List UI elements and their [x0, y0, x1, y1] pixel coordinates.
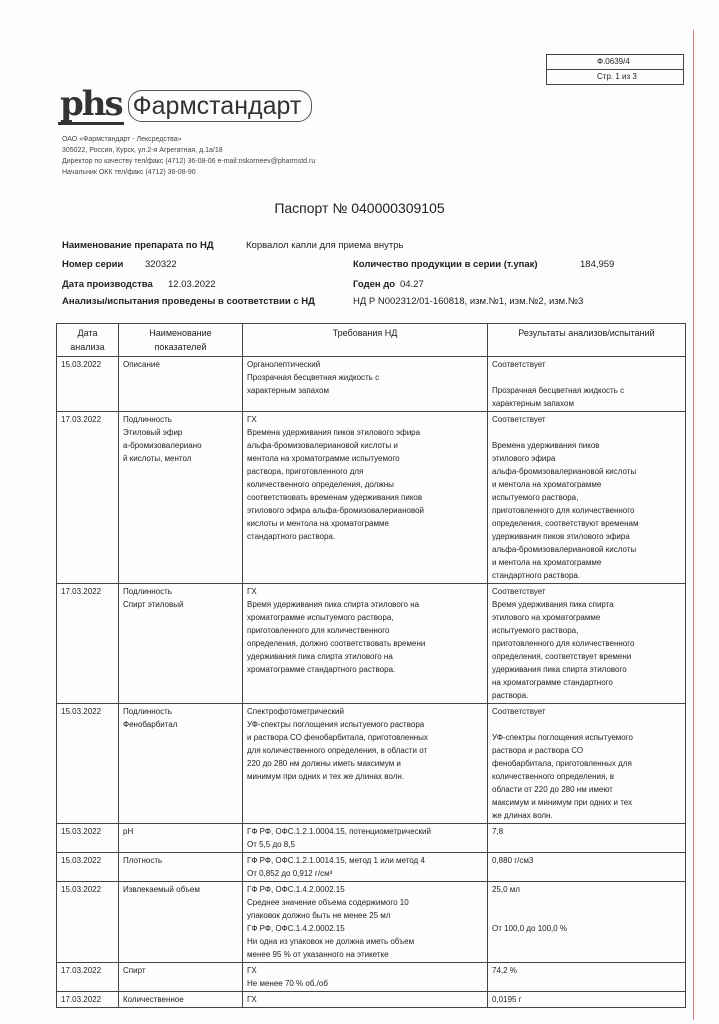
cell-line: а-бромизовалериано	[123, 441, 202, 450]
cell-requirements	[243, 824, 488, 853]
cell-line: этилового на хроматограмме	[492, 613, 601, 622]
cell-line: испытуемого раствора,	[492, 493, 579, 502]
table-row	[57, 412, 686, 584]
cell-name	[119, 853, 243, 882]
cell-line: Времена удерживания пиков	[492, 441, 600, 450]
table-row	[57, 704, 686, 824]
header-results: Результаты анализов/испытаний	[488, 324, 686, 357]
table-row	[57, 584, 686, 704]
cell-name	[119, 357, 243, 412]
cell-line: 74,2 %	[492, 966, 517, 975]
cell-line: ГХ	[247, 587, 257, 596]
table-row	[57, 853, 686, 882]
cell-line: альфа-бромизовалериановой кислоты и	[247, 441, 398, 450]
quantity-value: 184,959	[580, 259, 615, 270]
logo-mark: phs	[60, 84, 122, 124]
date-text: 17.03.2022	[61, 995, 102, 1004]
cell-date	[57, 357, 119, 412]
series-value: 320322	[145, 259, 177, 270]
cell-line: хроматограмме испытуемого раствора,	[247, 613, 394, 622]
cell-date	[57, 853, 119, 882]
table-header-row	[57, 324, 686, 357]
cell-results	[488, 963, 686, 992]
cell-line: ГХ	[247, 966, 257, 975]
cell-line: упаковок должно быть не менее 25 мл	[247, 911, 391, 920]
cell-line: pH	[123, 827, 134, 836]
cell-date	[57, 882, 119, 963]
table-row	[57, 824, 686, 853]
cell-line: 0,0195 г	[492, 995, 522, 1004]
cell-line: ГХ	[247, 995, 257, 1004]
cell-results	[488, 412, 686, 584]
cell-line: менее 95 % от указанного на этикетке	[247, 950, 389, 959]
blank-line	[492, 426, 681, 439]
cell-date	[57, 963, 119, 992]
cell-line: Спектрофотометрический	[247, 707, 344, 716]
cell-line: ГФ РФ, ОФС.1.2.1.0014.15, метод 1 или метод 4	[247, 856, 425, 865]
cell-name	[119, 882, 243, 963]
cell-line: Соответствует	[492, 587, 546, 596]
cell-line: Извлекаемый объем	[123, 885, 200, 894]
cell-line: раствора, приготовленного для	[247, 467, 364, 476]
cell-line: приготовленного для количественного	[247, 626, 390, 635]
company-line: ОАО «Фармстандарт - Лексредства»	[62, 136, 182, 143]
cell-name	[119, 704, 243, 824]
cell-line: Этиловый эфир	[123, 428, 183, 437]
table-row	[57, 992, 686, 1008]
cell-line: Соответствует	[492, 360, 546, 369]
quantity-label: Количество продукции в серии (т.упак)	[353, 259, 538, 270]
cell-name	[119, 584, 243, 704]
cell-line: характерным запахом	[247, 386, 329, 395]
cell-line: количественного определения, в	[492, 772, 614, 781]
cell-line: приготовленного для количественного	[492, 639, 635, 648]
cell-results	[488, 824, 686, 853]
cell-requirements	[243, 704, 488, 824]
company-line: 305022, Россия, Курск, ул.2-я Агрегатная, д.1а/18	[62, 147, 223, 154]
cell-requirements	[243, 882, 488, 963]
date-text: 15.03.2022	[61, 885, 102, 894]
cell-line: 25,0 мл	[492, 885, 520, 894]
cell-line: области от 220 до 280 нм имеют	[492, 785, 613, 794]
company-address	[62, 134, 315, 178]
cell-line: раствора и раствора СО	[492, 746, 584, 755]
cell-line: Подлинность	[123, 707, 172, 716]
date-text: 15.03.2022	[61, 707, 102, 716]
tests-label: Анализы/испытания проведены в соответствии с НД	[62, 296, 315, 307]
cell-line: 0,880 г/см3	[492, 856, 534, 865]
cell-line: минимум при одних и тех же длинах волн.	[247, 772, 405, 781]
cell-line: удерживания пика спирта этилового	[492, 665, 627, 674]
cell-line: Время удерживания пика спирта	[492, 600, 614, 609]
cell-line: Подлинность	[123, 415, 172, 424]
header-name: Наименование показателей	[119, 324, 243, 357]
cell-line: ГФ РФ, ОФС.1.2.1.0004.15, потенциометрический	[247, 827, 431, 836]
cell-line: Прозрачная бесцветная жидкость с	[247, 373, 380, 382]
cell-line: определения, соответствуют временам	[492, 519, 639, 528]
cell-results	[488, 853, 686, 882]
cell-line: Прозрачная бесцветная жидкость с	[492, 386, 625, 395]
form-code-box	[546, 54, 684, 85]
series-label: Номер серии	[62, 259, 124, 270]
date-text: 17.03.2022	[61, 415, 102, 424]
valid-until-label: Годен до	[353, 279, 396, 290]
cell-line: ГФ РФ, ОФС.1.4.2.0002.15	[247, 885, 345, 894]
cell-line: Спирт этиловый	[123, 600, 184, 609]
cell-line: От 100,0 до 100,0 %	[492, 924, 568, 933]
date-text: 17.03.2022	[61, 966, 102, 975]
company-line: Начальник ОКК тел/факс (4712) 36-08-90	[62, 169, 196, 176]
cell-line: Подлинность	[123, 587, 172, 596]
cell-line: для количественного определения, в области от	[247, 746, 428, 755]
blank-line	[492, 718, 681, 731]
cell-line: Плотность	[123, 856, 163, 865]
production-date-value: 12.03.2022	[168, 279, 216, 290]
cell-line: Время удерживания пика спирта этилового на	[247, 600, 420, 609]
cell-line: 220 до 280 нм должны иметь максимум и	[247, 759, 401, 768]
results-table	[56, 323, 686, 1008]
blank-line	[492, 896, 681, 909]
cell-line: УФ-спектры поглощения испытуемого	[492, 733, 633, 742]
cell-requirements	[243, 584, 488, 704]
cell-line: альфа-бромизовалериановой кислоты	[492, 545, 637, 554]
header-date: Дата анализа	[57, 324, 119, 357]
cell-line: количественного определения, должны	[247, 480, 394, 489]
cell-date	[57, 992, 119, 1008]
page-counter: Стр. 1 из 3	[547, 69, 683, 84]
cell-line: стандартного раствора.	[492, 571, 581, 580]
cell-results	[488, 992, 686, 1008]
cell-line: кислоты и ментола на хроматограмме	[247, 519, 389, 528]
table-row	[57, 963, 686, 992]
cell-line: на хроматограмме стандартного	[492, 678, 613, 687]
cell-line: определения, должно соответствовать времени	[247, 639, 426, 648]
cell-line: этилового эфира альфа-бромизовалериановой	[247, 506, 425, 515]
cell-name	[119, 992, 243, 1008]
cell-line: Времена удерживания пиков этилового эфира	[247, 428, 421, 437]
cell-line: этилового эфира	[492, 454, 556, 463]
cell-name	[119, 963, 243, 992]
passport-title: Паспорт № 040000309105	[274, 200, 445, 216]
blank-line	[492, 371, 681, 384]
cell-line: Количественное	[123, 995, 184, 1004]
cell-line: характерным запахом	[492, 399, 574, 408]
cell-line: Описание	[123, 360, 160, 369]
cell-line: фенобарбитала, приготовленных для	[492, 759, 632, 768]
cell-date	[57, 412, 119, 584]
cell-results	[488, 357, 686, 412]
cell-line: ментола на хроматограмме испытуемого	[247, 454, 400, 463]
cell-line: ГХ	[247, 415, 257, 424]
margin-line	[693, 30, 694, 1020]
cell-line: определения, соответствует времени	[492, 652, 632, 661]
cell-line: й кислоты, ментол	[123, 454, 192, 463]
cell-line: соответствовать временам удерживания пиков	[247, 493, 423, 502]
company-logo	[58, 86, 312, 125]
form-code: Ф.0639/4	[597, 57, 630, 66]
header-requirements: Требования НД	[243, 324, 488, 357]
cell-line: и раствора СО фенобарбитала, приготовленных	[247, 733, 428, 742]
cell-results	[488, 704, 686, 824]
table-row	[57, 357, 686, 412]
cell-line: 7,8	[492, 827, 504, 836]
tests-value: НД Р N002312/01-160818, изм.№1, изм.№2, изм.№3	[353, 296, 584, 307]
cell-requirements	[243, 992, 488, 1008]
date-text: 15.03.2022	[61, 856, 102, 865]
cell-line: От 0,852 до 0,912 г/см³	[247, 869, 333, 878]
cell-line: От 5,5 до 8,5	[247, 840, 295, 849]
date-text: 15.03.2022	[61, 360, 102, 369]
cell-line: Спирт	[123, 966, 146, 975]
cell-line: ГФ РФ, ОФС.1.4.2.0002.15	[247, 924, 345, 933]
cell-line: Среднее значение объема содержимого 10	[247, 898, 409, 907]
cell-line: альфа-бромизовалериановой кислоты	[492, 467, 637, 476]
cell-line: Фенобарбитал	[123, 720, 178, 729]
cell-name	[119, 412, 243, 584]
cell-results	[488, 584, 686, 704]
cell-line: приготовленного для количественного	[492, 506, 635, 515]
cell-date	[57, 584, 119, 704]
table-row	[57, 882, 686, 963]
cell-line: и ментола на хроматограмме	[492, 480, 602, 489]
cell-line: удерживания пика спирта этилового на	[247, 652, 393, 661]
cell-line: испытуемого раствора,	[492, 626, 579, 635]
production-date-label: Дата производства	[62, 279, 153, 290]
drug-value: Корвалол капли для приема внутрь	[246, 240, 404, 251]
cell-line: Соответствует	[492, 707, 546, 716]
cell-requirements	[243, 412, 488, 584]
cell-line: же длинах волн.	[492, 811, 553, 820]
date-text: 17.03.2022	[61, 587, 102, 596]
cell-requirements	[243, 963, 488, 992]
cell-line: Органолептический	[247, 360, 321, 369]
cell-date	[57, 704, 119, 824]
cell-results	[488, 882, 686, 963]
cell-line: максимум и минимум при одних и тех	[492, 798, 633, 807]
date-text: 15.03.2022	[61, 827, 102, 836]
cell-line: Ни одна из упаковок не должна иметь объем	[247, 937, 415, 946]
valid-until-value: 04.27	[400, 279, 424, 290]
company-line: Директор по качеству тел/факс (4712) 36-08-06 e-mail:nskorneev@pharmstd.ru	[62, 158, 316, 165]
drug-label: Наименование препарата по НД	[62, 240, 214, 251]
blank-line	[492, 909, 681, 922]
cell-line: УФ-спектры поглощения испытуемого раствора	[247, 720, 425, 729]
cell-line: раствора.	[492, 691, 529, 700]
logo-name: Фармстандарт	[128, 90, 313, 122]
cell-line: Не менее 70 % об./об	[247, 979, 328, 988]
cell-name	[119, 824, 243, 853]
cell-line: хроматограмме стандартного раствора.	[247, 665, 396, 674]
cell-line: стандартного раствора.	[247, 532, 336, 541]
cell-requirements	[243, 357, 488, 412]
cell-line: и ментола на хроматограмме	[492, 558, 602, 567]
cell-line: Соответствует	[492, 415, 546, 424]
cell-date	[57, 824, 119, 853]
cell-requirements	[243, 853, 488, 882]
cell-line: удерживания пиков этилового эфира	[492, 532, 630, 541]
